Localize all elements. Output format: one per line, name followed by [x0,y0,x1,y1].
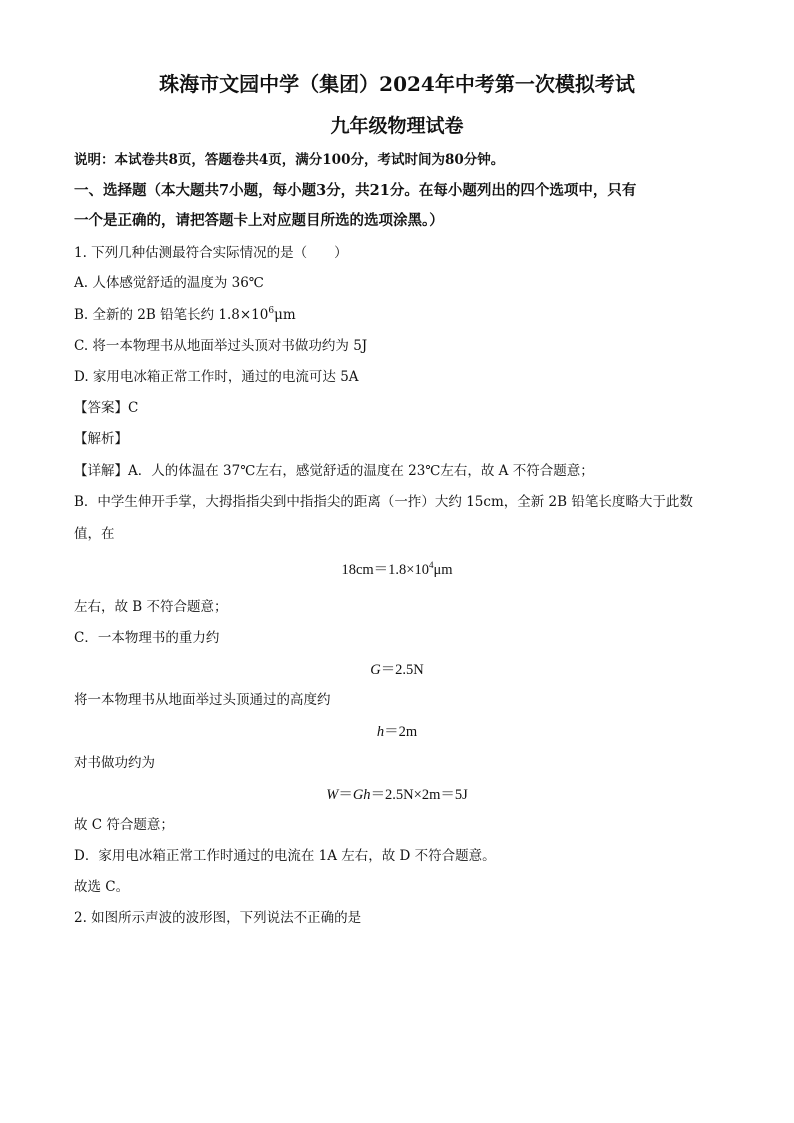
equation-b [0,560,794,580]
equation-work [0,785,794,805]
section-heading-line1: 一、选择题（本大题共7小题，每小题3分，共21分。在每小题列出的四个选项中，只有 [74,182,637,199]
detail-d: D．家用电冰箱正常工作时通过的电流在 1A 左右，故 D 不符合题意。 [74,848,496,864]
analysis-label: 【解析】 [74,431,128,447]
detail-label: 【详解】 [74,463,128,479]
equation-b-unit: μm [433,562,453,578]
question-1-option-b [74,305,724,325]
detail-b-line3: 左右，故 B 不符合题意； [74,599,228,615]
equation-gravity [0,660,794,680]
conclusion: 故选 C。 [74,879,130,895]
equation-height-var: h [376,724,385,740]
exam-subtitle: 九年级物理试卷 [330,115,464,137]
answer-line [74,398,724,418]
instructions: 说明：本试卷共8页，答题卷共4页，满分100分，考试时间为80分钟。 [74,152,505,168]
question-1-option-c: C. 将一本物理书从地面举过头顶对书做功约为 5J [74,338,368,354]
detail-c-line4: 故 C 符合题意； [74,817,174,833]
equation-b-exponent: 4 [428,560,434,570]
detail-a [74,461,724,481]
equation-height-rest: ＝2m [384,724,418,740]
equation-height [0,722,794,742]
equation-work-eq: ＝ [338,787,353,803]
equation-work-rest: ＝2.5N×2m＝5J [370,787,468,803]
equation-b-main: 18cm＝1.8×10 [341,562,429,578]
equation-gravity-rest: ＝2.5N [380,662,424,678]
option-b-unit: μm [274,307,296,323]
question-2-stem: 2. 如图所示声波的波形图，下列说法不正确的是 [74,910,362,926]
detail-b-line1: B．中学生伸开手掌，大拇指指尖到中指指尖的距离（一拃）大约 15cm，全新 2B 铅笔长度略大于此数 [74,494,693,510]
answer-label: 【答案】 [74,400,128,416]
equation-work-gh: Gh [352,787,371,803]
exam-title: 珠海市文园中学（集团）2024年中考第一次模拟考试 [159,72,635,96]
question-1-option-a: A. 人体感觉舒适的温度为 36℃ [74,275,264,291]
question-1-option-d: D. 家用电冰箱正常工作时，通过的电流可达 5A [74,369,359,385]
detail-b-line2: 值，在 [74,526,115,542]
option-b-exponent: 6 [268,306,275,316]
section-heading-line2: 一个是正确的，请把答题卡上对应题目所选的选项涂黑。） [74,212,444,229]
answer-value: C [128,400,139,416]
detail-c-line1: C．一本物理书的重力约 [74,630,220,646]
equation-work-w: W [326,787,339,803]
equation-gravity-var: G [370,662,381,678]
option-b-text: B. 全新的 2B 铅笔长约 1.8×10 [74,307,269,323]
detail-c-line2: 将一本物理书从地面举过头顶通过的高度约 [74,692,331,708]
detail-a-text: A．人的体温在 37℃左右，感觉舒适的温度在 23℃左右，故 A 不符合题意； [128,463,594,479]
question-1-stem: 1. 下列几种估测最符合实际情况的是（ ） [74,245,348,261]
detail-c-line3: 对书做功约为 [74,755,155,771]
